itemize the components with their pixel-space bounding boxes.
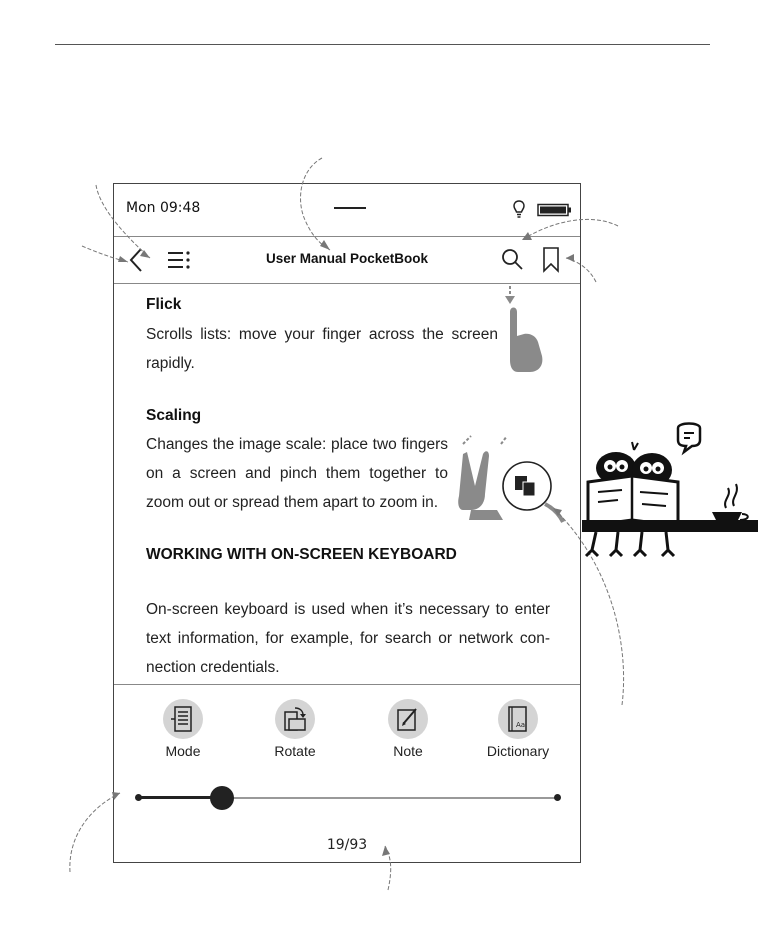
section-heading-flick: Flick [146,296,182,313]
front-light-icon[interactable] [512,199,526,219]
reading-menu-panel [114,684,580,861]
document-title: User Manual PocketBook [265,251,429,266]
dictionary-label: Dictionary [486,743,550,759]
page-slider-start [135,794,142,801]
page-top-rule [55,44,710,45]
paragraph-line: On-screen keyboard is used when it’s necessary to enter [146,601,550,618]
page-slider-thumb[interactable] [210,786,234,810]
rotate-button[interactable] [245,699,345,759]
note-button[interactable] [358,699,458,759]
flick-gesture-illustration [504,284,564,374]
note-label: Note [393,743,423,759]
paragraph-line: text information, for example, for search or network con- [146,630,550,647]
dictionary-icon [498,699,538,739]
paragraph-flick [146,320,498,378]
search-icon[interactable] [500,247,524,271]
device-screen [113,183,581,863]
mode-button[interactable] [133,699,233,759]
paragraph-scaling [146,430,448,517]
page-number-indicator[interactable]: 19/93 [326,837,368,853]
note-icon [388,699,428,739]
paragraph-line: Scrolls lists: move your finger across the screen [146,326,498,343]
paragraph-line: zoom out or spread them apart to zoom in. [146,494,439,511]
mode-label: Mode [165,743,201,759]
rotate-icon [275,699,315,739]
dictionary-button[interactable] [468,699,568,759]
reading-characters-illustration [582,420,758,568]
paragraph-line: nection credentials. [146,659,280,676]
scaling-gesture-illustration [457,434,567,524]
paragraph-line: rapidly. [146,355,195,372]
paragraph-keyboard [146,595,550,682]
paragraph-line: Changes the image scale: place two fingers [146,436,448,453]
status-bar-pull-handle[interactable] [334,207,366,209]
reader-toolbar [114,237,580,284]
section-heading-scaling: Scaling [146,407,202,424]
battery-icon [537,203,573,217]
bookmark-icon[interactable] [542,247,560,273]
status-time: Mon 09:48 [126,200,201,216]
mode-icon [163,699,203,739]
status-bar [114,184,580,237]
paragraph-line: on a screen and pinch them together to [146,465,448,482]
section-heading-keyboard: WORKING WITH ON-SCREEN KEYBOARD [146,546,457,563]
svg-text:Aa: Aa [516,721,526,729]
rotate-label: Rotate [274,743,316,759]
page-slider-end [554,794,561,801]
